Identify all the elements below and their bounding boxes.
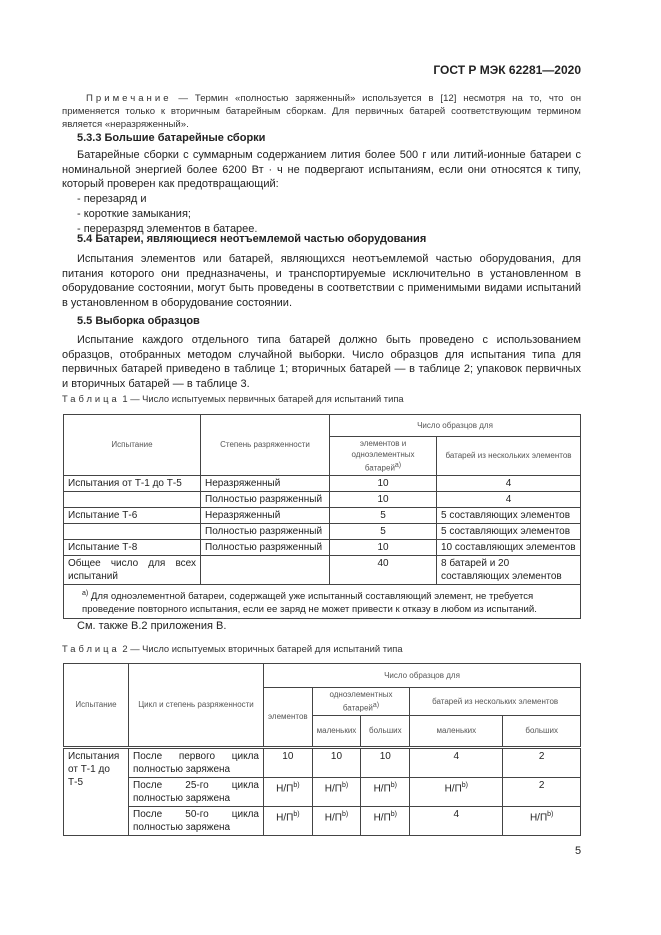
header-cell: Число образцов для — [264, 664, 581, 688]
footnote-ref: b) — [293, 781, 300, 789]
note-text: — Термин «полностью заряженный» используется в [12] несмотря на то, что он применяется только к вторичным батарейным сборкам. Для первичных батарей соответствующим термином является «неразряженный». — [62, 93, 581, 130]
value-cell: 5 составляющих элементов — [437, 523, 581, 539]
cycle-cell: После 25-го цикла полностью заряжена — [129, 777, 264, 806]
test-cell — [64, 523, 201, 539]
value-text: 10 — [379, 750, 391, 762]
table-row — [64, 523, 581, 539]
table-label: Таблица — [62, 643, 120, 654]
value-cell: 40 — [330, 555, 437, 584]
value-cell: 10 — [330, 491, 437, 507]
value-cell: 8 батарей и 20 составляющих элементов — [437, 555, 581, 584]
value-cell — [361, 777, 410, 806]
value-cell — [264, 777, 313, 806]
value-text: Н/П — [324, 782, 342, 794]
value-text: 2 — [538, 779, 545, 791]
page-number: 5 — [575, 845, 582, 857]
table-caption — [62, 643, 403, 654]
value-cell — [361, 806, 410, 835]
value-text: 4 — [453, 808, 460, 820]
note-label: Примечание — [86, 93, 172, 104]
value-cell — [264, 806, 313, 835]
value-cell: 10 составляющих элементов — [437, 539, 581, 555]
footnote-text: Для одноэлементной батареи, содержащей уже испытанный составляющий элемент, не требуется проведение повторного испытания, если ее заряд не может привести к отказу в любом из испытаний. — [82, 590, 537, 615]
degree-cell: Неразряженный — [201, 507, 330, 523]
paragraph: Батарейные сборки с суммарным содержанием лития более 500 г или литий-ионные батареи с номинальной энергией более 6200 Вт · ч не подвергают испытаниям, если они относятся к типу, который проверен как предотвращающий: — [62, 149, 581, 191]
value-text: Н/П — [276, 811, 294, 823]
degree-cell — [201, 555, 330, 584]
value-cell: 5 — [330, 507, 437, 523]
header-cell: больших — [503, 715, 581, 747]
list-item: - перезаряд и — [77, 193, 147, 205]
value-text: 4 — [453, 750, 460, 762]
header-cell — [330, 437, 437, 476]
value-cell: 4 — [437, 491, 581, 507]
value-text: Н/П — [276, 782, 294, 794]
table-label: Таблица — [62, 393, 120, 404]
value-cell — [410, 777, 503, 806]
table-row — [64, 507, 581, 523]
header-cell: Степень разряженности — [201, 415, 330, 476]
value-cell: 5 составляющих элементов — [437, 507, 581, 523]
section-heading: 5.5 Выборка образцов — [77, 315, 200, 327]
test-cell: Испытания от Т-1 до Т-5 — [64, 747, 129, 835]
table-row — [64, 777, 581, 806]
footnote-ref: b) — [547, 810, 554, 818]
header-text: одноэлементных батарей — [329, 690, 393, 713]
degree-cell: Неразряженный — [201, 475, 330, 491]
value-cell — [312, 777, 361, 806]
degree-cell: Полностью разряженный — [201, 539, 330, 555]
header-cell: Число образцов для — [330, 415, 581, 437]
footnote-mark: a) — [82, 589, 89, 597]
value-cell — [361, 747, 410, 777]
table-2 — [63, 663, 581, 836]
value-cell — [410, 747, 503, 777]
header-cell: батарей из нескольких элементов — [410, 688, 581, 716]
table-caption — [62, 393, 404, 404]
footnote-ref: b) — [341, 781, 349, 789]
value-cell — [312, 747, 361, 777]
degree-cell: Полностью разряженный — [201, 523, 330, 539]
header-cell: Испытание — [64, 415, 201, 476]
see-also: См. также В.2 приложения В. — [77, 620, 227, 632]
paragraph: Испытание каждого отдельного типа батарей должно быть проведено с использованием образцов, отобранных методом случайной выборки. Число образцов для испытания типа для первичных батарей приведено в таблице 1; вторичных батарей — в таблице 2; упаковок первичных и вторичных батарей — в таблице 3. — [62, 334, 581, 390]
table-row — [64, 806, 581, 835]
header-cell: Цикл и степень разряженности — [129, 664, 264, 748]
footnote-ref: a) — [372, 702, 380, 709]
footnote-ref: b) — [390, 781, 397, 789]
footnote-ref: b) — [390, 810, 397, 818]
value-text: Н/П — [373, 811, 391, 823]
value-text: Н/П — [373, 782, 391, 794]
table-row — [64, 747, 581, 777]
value-cell: 4 — [437, 475, 581, 491]
document-header: ГОСТ Р МЭК 62281—2020 — [433, 63, 581, 77]
caption-text: 1 — Число испытуемых первичных батарей для испытаний типа — [119, 393, 404, 404]
table-row — [64, 475, 581, 491]
footnote-ref: b) — [461, 781, 468, 789]
value-cell — [503, 806, 581, 835]
value-text: Н/П — [444, 782, 462, 794]
section-heading: 5.4 Батареи, являющиеся неотъемлемой частью оборудования — [77, 233, 427, 245]
value-cell: 5 — [330, 523, 437, 539]
header-text: элементов и одноэлементных батарей — [351, 439, 415, 473]
footnote-ref: b) — [293, 810, 300, 818]
value-text: Н/П — [529, 811, 548, 823]
header-cell: маленьких — [312, 715, 361, 747]
note — [62, 92, 581, 131]
value-text: 2 — [538, 750, 545, 762]
value-cell — [312, 806, 361, 835]
value-cell — [410, 806, 503, 835]
header-cell — [312, 688, 410, 716]
test-cell: Испытание Т-8 — [64, 539, 201, 555]
table-row — [64, 491, 581, 507]
footnote-ref: a) — [394, 462, 402, 469]
list-item: - переразряд элементов в батарее. — [77, 223, 258, 235]
table-row — [64, 555, 581, 584]
header-cell: элементов — [264, 688, 313, 748]
header-cell: Испытание — [64, 664, 129, 748]
caption-text: 2 — Число испытуемых вторичных батарей для испытаний типа — [119, 643, 403, 654]
header-cell: маленьких — [410, 715, 503, 747]
list-item: - короткие замыкания; — [77, 208, 191, 220]
cycle-cell: После первого цикла полностью заряжена — [129, 747, 264, 777]
test-cell: Общее число для всех испытаний — [64, 555, 201, 584]
value-text: Н/П — [324, 811, 342, 823]
paragraph: Испытания элементов или батарей, являющихся неотъемлемой частью оборудования, для питания которого они предназначены, и транспортируемые исключительно в установленном в оборудование состоянии, могут быть проведены в соответствии с применимыми видами испытаний в установленном в оборудование состоянии. — [62, 253, 581, 309]
test-cell — [64, 491, 201, 507]
table-row — [64, 539, 581, 555]
value-text: 10 — [330, 750, 343, 762]
value-cell — [503, 777, 581, 806]
table-1 — [63, 414, 581, 619]
test-cell: Испытания от Т-1 до Т-5 — [64, 475, 201, 491]
value-cell — [264, 747, 313, 777]
value-cell: 10 — [330, 539, 437, 555]
test-cell: Испытание Т-6 — [64, 507, 201, 523]
degree-cell: Полностью разряженный — [201, 491, 330, 507]
section-heading: 5.3.3 Большие батарейные сборки — [77, 132, 266, 144]
value-cell — [503, 747, 581, 777]
header-cell: батарей из нескольких элементов — [437, 437, 581, 476]
footnote-ref: b) — [341, 810, 349, 818]
table-footnote — [64, 584, 581, 618]
cycle-cell: После 50-го цикла полностью заряжена — [129, 806, 264, 835]
value-cell: 10 — [330, 475, 437, 491]
value-text: 10 — [282, 750, 294, 762]
header-cell: больших — [361, 715, 410, 747]
